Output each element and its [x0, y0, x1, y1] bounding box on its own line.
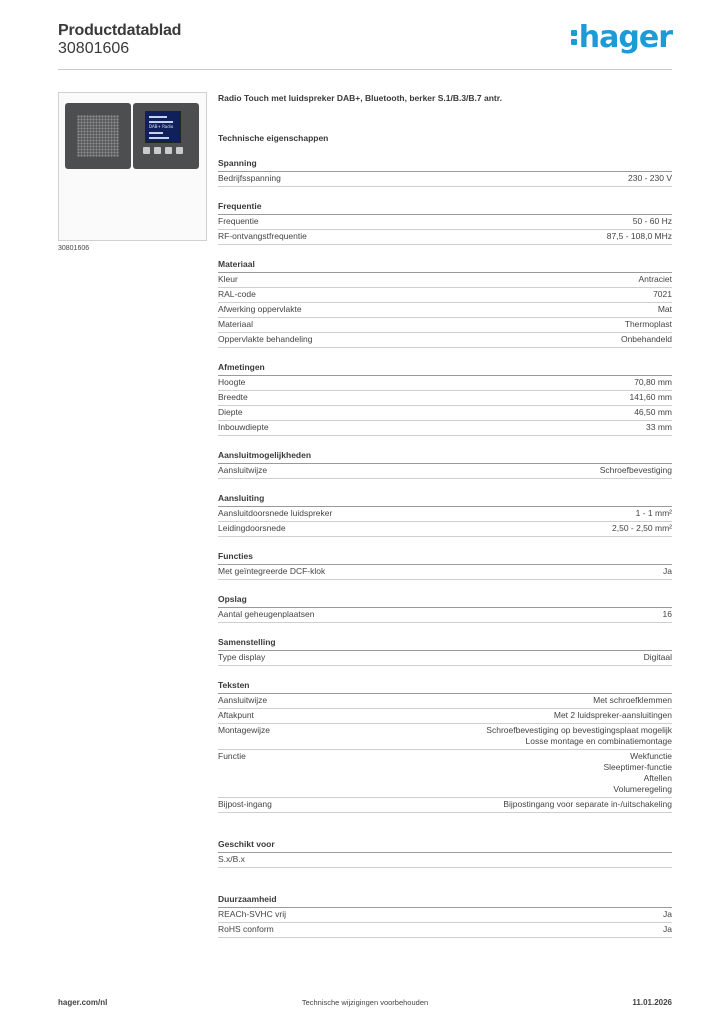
spec-row [218, 172, 672, 187]
spec-value [554, 710, 672, 721]
spec-section [218, 594, 672, 623]
spec-label: Functie [218, 751, 246, 761]
spec-value [658, 304, 672, 315]
spec-label: Bedrijfsspanning [218, 173, 281, 183]
spec-row [218, 376, 672, 391]
spec-value [653, 289, 672, 300]
spec-value [634, 377, 672, 388]
spec-value-line: 46,50 mm [634, 407, 672, 417]
speaker-module [65, 103, 131, 169]
spec-value [603, 751, 672, 795]
spec-row [218, 288, 672, 303]
spec-value [636, 508, 672, 519]
spec-value-line: Met 2 luidspreker-aansluitingen [553, 710, 672, 720]
product-description: Radio Touch met luidspreker DAB+, Bluetooth, berker S.1/B.3/B.7 antr. [218, 93, 502, 103]
spec-section [218, 637, 672, 666]
spec-label: Montagewijze [218, 725, 270, 735]
spec-value-line: 50 - 60 Hz [632, 216, 672, 226]
spec-section [218, 259, 672, 348]
spec-value [621, 334, 672, 345]
spec-value-line: 70,80 mm [634, 377, 672, 387]
spec-value-line: Antraciet [638, 274, 672, 284]
image-caption: 30801606 [58, 245, 90, 252]
speaker-grille-icon [77, 115, 119, 157]
spec-value [628, 173, 672, 184]
spec-value-line: Schroefbevestiging op bevestigingsplaat mogelijk [486, 725, 672, 735]
button-icon [165, 147, 172, 154]
spec-row [218, 391, 672, 406]
spec-label: Type display [218, 652, 266, 662]
header-divider [58, 69, 672, 70]
spec-row [218, 507, 672, 522]
spec-section [218, 894, 672, 938]
spec-row [218, 421, 672, 436]
spec-value [593, 695, 672, 706]
spec-label: Materiaal [218, 319, 253, 329]
spec-label: Afwerking oppervlakte [218, 304, 302, 314]
radio-screen [145, 111, 181, 143]
section-title: Aansluiting [218, 493, 672, 507]
footer-website: hager.com/nl [58, 998, 108, 1007]
spec-value [663, 924, 672, 935]
spec-value [633, 216, 672, 227]
footer-date: 11.01.2026 [632, 998, 672, 1007]
spec-value-line: Met schroefklemmen [593, 695, 672, 705]
spec-value [625, 319, 672, 330]
section-title: Materiaal [218, 259, 672, 273]
footer-disclaimer: Technische wijzigingen voorbehouden [301, 998, 429, 1007]
spec-value-line: Sleeptimer-functie [603, 762, 672, 772]
spec-value-line: Losse montage en combinatiemontage [525, 736, 672, 746]
spec-row [218, 908, 672, 923]
technical-properties-heading: Technische eigenschappen [218, 133, 329, 143]
spec-label: Hoogte [218, 377, 246, 387]
spec-row [218, 215, 672, 230]
spec-section [218, 680, 672, 813]
spec-value [600, 465, 672, 476]
section-title: Teksten [218, 680, 672, 694]
spec-label: Breedte [218, 392, 248, 402]
radio-display-module [133, 103, 199, 169]
spec-label: S.x/B.x [218, 854, 245, 864]
spec-value [646, 422, 672, 433]
spec-section [218, 158, 672, 187]
spec-row [218, 230, 672, 245]
spec-row [218, 522, 672, 537]
spec-row [218, 798, 672, 813]
section-title: Aansluitmogelijkheden [218, 450, 672, 464]
spec-section [218, 450, 672, 479]
spec-row [218, 273, 672, 288]
spec-label: Frequentie [218, 216, 259, 226]
spec-row [218, 406, 672, 421]
spec-value-line: Bijpostingang voor separate in-/uitschakeling [503, 799, 672, 809]
spec-value [629, 392, 672, 403]
spec-row [218, 318, 672, 333]
spec-value-line: Digitaal [643, 652, 672, 662]
spec-value-line: 141,60 mm [629, 392, 672, 402]
spec-value [663, 609, 672, 620]
specification-sections [218, 158, 672, 938]
spec-value-line: 1 - 1 mm² [635, 508, 672, 518]
spec-label: Leidingdoorsnede [218, 523, 286, 533]
section-title: Samenstelling [218, 637, 672, 651]
section-title: Spanning [218, 158, 672, 172]
spec-value-line: 2,50 - 2,50 mm² [612, 523, 672, 533]
spec-value-line: Ja [663, 924, 672, 934]
spec-value [670, 854, 672, 865]
spec-value [644, 652, 672, 663]
logo-text: hager [578, 20, 672, 55]
spec-label: Aansluitdoorsnede luidspreker [218, 508, 333, 518]
spec-value-line: 33 mm [646, 422, 672, 432]
spec-value [486, 725, 672, 747]
spec-label: Aansluitwijze [218, 695, 268, 705]
product-image [58, 92, 207, 241]
spec-value-line: Schroefbevestiging [599, 465, 672, 475]
spec-label: Diepte [218, 407, 243, 417]
section-title: Afmetingen [218, 362, 672, 376]
spec-label: RF-ontvangstfrequentie [218, 231, 307, 241]
section-title: Geschikt voor [218, 839, 672, 853]
spec-value-line [670, 854, 672, 865]
spec-value-line: Ja [663, 566, 672, 576]
spec-section [218, 839, 672, 868]
spec-value [607, 231, 672, 242]
brand-logo [571, 20, 672, 55]
document-number: 30801606 [58, 40, 130, 57]
spec-row [218, 303, 672, 318]
document-header [58, 22, 672, 70]
spec-label: Bijpost-ingang [218, 799, 272, 809]
spec-label: Aantal geheugenplaatsen [218, 609, 315, 619]
spec-label: Aftakpunt [218, 710, 254, 720]
radio-buttons [143, 147, 183, 155]
page-footer [58, 998, 672, 1010]
spec-label: Met geïntegreerde DCF-klok [218, 566, 326, 576]
spec-section [218, 551, 672, 580]
spec-value [612, 523, 672, 534]
section-title: Duurzaamheid [218, 894, 672, 908]
spec-value-line: 16 [662, 609, 672, 619]
spec-label: Oppervlakte behandeling [218, 334, 313, 344]
spec-value-line: Onbehandeld [620, 334, 672, 344]
spec-row [218, 651, 672, 666]
spec-row [218, 333, 672, 348]
spec-value-line: Wekfunctie [630, 751, 672, 761]
spec-label: RoHS conform [218, 924, 274, 934]
spec-value [663, 909, 672, 920]
button-icon [176, 147, 183, 154]
button-icon [143, 147, 150, 154]
spec-row [218, 694, 672, 709]
section-title: Frequentie [218, 201, 672, 215]
spec-value-line: 7021 [653, 289, 672, 299]
screen-text: DAB+ Radio [149, 124, 174, 129]
spec-value-line: 87,5 - 108,0 MHz [606, 231, 672, 241]
spec-label: Aansluitwijze [218, 465, 268, 475]
spec-label: RAL-code [218, 289, 256, 299]
spec-value-line: 230 - 230 V [628, 173, 672, 183]
product-content [218, 92, 672, 938]
spec-row [218, 724, 672, 750]
spec-row [218, 750, 672, 798]
spec-value-line: Thermoplast [624, 319, 672, 329]
spec-section [218, 362, 672, 436]
button-icon [154, 147, 161, 154]
spec-value [638, 274, 672, 285]
spec-value-line: Mat [657, 304, 672, 314]
spec-label: Kleur [218, 274, 238, 284]
spec-value [503, 799, 672, 810]
spec-value-line: Volumeregeling [613, 784, 672, 794]
spec-row [218, 709, 672, 724]
spec-row [218, 923, 672, 938]
spec-label: Inbouwdiepte [218, 422, 269, 432]
spec-row [218, 608, 672, 623]
document-title: Productdatablad [58, 22, 182, 39]
spec-label: REACh-SVHC vrij [218, 909, 287, 919]
spec-value [663, 566, 672, 577]
spec-row [218, 464, 672, 479]
section-title: Opslag [218, 594, 672, 608]
spec-section [218, 201, 672, 245]
spec-row [218, 565, 672, 580]
section-title: Functies [218, 551, 672, 565]
spec-row [218, 853, 672, 868]
spec-section [218, 493, 672, 537]
spec-value-line: Aftellen [643, 773, 672, 783]
spec-value [634, 407, 672, 418]
spec-value-line: Ja [663, 909, 672, 919]
logo-colon-icon [571, 27, 577, 45]
